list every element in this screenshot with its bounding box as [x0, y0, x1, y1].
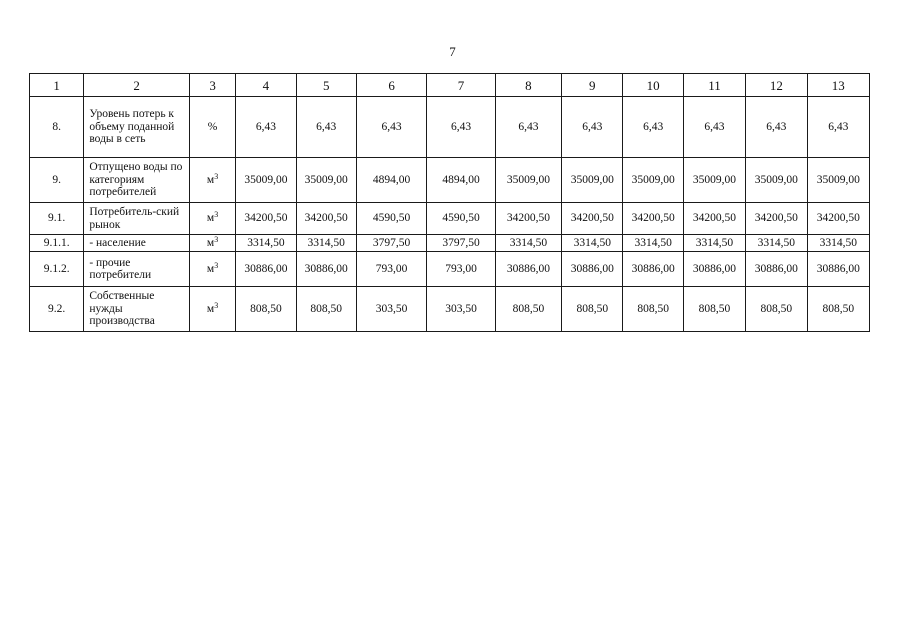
value-cell: 35009,00 — [236, 158, 296, 203]
row-number: 9.1.2. — [30, 252, 84, 287]
value-cell: 3314,50 — [562, 235, 623, 252]
value-cell: 30886,00 — [623, 252, 683, 287]
unit-exponent: 3 — [214, 260, 219, 270]
row-name: Собственные нужды производства — [84, 287, 190, 332]
unit-base: м — [206, 236, 215, 249]
row-number: 9.1. — [30, 203, 84, 235]
value-cell: 3314,50 — [683, 235, 745, 252]
column-number: 1 — [30, 74, 84, 97]
column-number: 11 — [683, 74, 745, 97]
value-cell: 30886,00 — [683, 252, 745, 287]
value-cell: 34200,50 — [562, 203, 623, 235]
unit-base: м — [206, 262, 215, 275]
value-cell: 808,50 — [495, 287, 561, 332]
unit-exponent: 3 — [214, 171, 219, 181]
row-number: 9.2. — [30, 287, 84, 332]
column-number: 13 — [807, 74, 869, 97]
column-number: 3 — [189, 74, 235, 97]
column-number: 12 — [746, 74, 807, 97]
table-row — [30, 235, 870, 252]
column-number: 2 — [84, 74, 190, 97]
value-cell: 6,43 — [623, 97, 683, 158]
value-cell: 4894,00 — [356, 158, 426, 203]
value-cell: 30886,00 — [562, 252, 623, 287]
column-number: 6 — [356, 74, 426, 97]
table-row — [30, 203, 870, 235]
value-cell: 6,43 — [296, 97, 356, 158]
column-number-row — [30, 74, 870, 97]
page-number: 7 — [449, 44, 456, 59]
table-row — [30, 158, 870, 203]
unit-base: % — [207, 120, 218, 133]
column-number: 8 — [495, 74, 561, 97]
unit-base: м — [206, 212, 215, 224]
column-number: 9 — [562, 74, 623, 97]
value-cell: 808,50 — [236, 287, 296, 332]
row-name: Уровень потерь к объему поданной воды в сеть — [84, 97, 190, 158]
value-cell: 6,43 — [746, 97, 807, 158]
row-unit — [189, 287, 235, 332]
value-cell: 3797,50 — [427, 235, 495, 252]
value-cell: 303,50 — [356, 287, 426, 332]
unit-exponent: 3 — [214, 234, 219, 244]
column-number: 5 — [296, 74, 356, 97]
value-cell: 808,50 — [683, 287, 745, 332]
value-cell: 30886,00 — [296, 252, 356, 287]
value-cell: 34200,50 — [807, 203, 869, 235]
column-number: 10 — [623, 74, 683, 97]
value-cell: 30886,00 — [236, 252, 296, 287]
value-cell: 6,43 — [683, 97, 745, 158]
value-cell: 6,43 — [562, 97, 623, 158]
value-cell: 793,00 — [427, 252, 495, 287]
value-cell: 6,43 — [807, 97, 869, 158]
value-cell: 808,50 — [296, 287, 356, 332]
value-cell: 3797,50 — [356, 235, 426, 252]
unit-exponent: 3 — [214, 210, 219, 219]
unit-base: м — [206, 302, 215, 315]
table-row — [30, 97, 870, 158]
value-cell: 35009,00 — [623, 158, 683, 203]
value-cell: 35009,00 — [495, 158, 561, 203]
value-cell: 4590,50 — [427, 203, 495, 235]
value-cell: 3314,50 — [495, 235, 561, 252]
value-cell: 303,50 — [427, 287, 495, 332]
value-cell: 35009,00 — [807, 158, 869, 203]
value-cell: 34200,50 — [236, 203, 296, 235]
table-row — [30, 287, 870, 332]
value-cell: 35009,00 — [296, 158, 356, 203]
value-cell: 34200,50 — [623, 203, 683, 235]
value-cell: 34200,50 — [495, 203, 561, 235]
value-cell: 808,50 — [746, 287, 807, 332]
value-cell: 35009,00 — [683, 158, 745, 203]
row-name: - прочие потребители — [84, 252, 190, 287]
row-name: - население — [84, 235, 190, 252]
value-cell: 6,43 — [427, 97, 495, 158]
value-cell: 30886,00 — [495, 252, 561, 287]
row-name: Потребитель-ский рынок — [84, 203, 190, 235]
value-cell: 3314,50 — [807, 235, 869, 252]
value-cell: 30886,00 — [807, 252, 869, 287]
value-cell: 6,43 — [495, 97, 561, 158]
unit-base: м — [206, 173, 215, 186]
value-cell: 793,00 — [356, 252, 426, 287]
unit-exponent: 3 — [214, 300, 219, 310]
data-table — [29, 73, 870, 332]
value-cell: 34200,50 — [746, 203, 807, 235]
value-cell: 3314,50 — [296, 235, 356, 252]
row-number: 9.1.1. — [30, 235, 84, 252]
value-cell: 3314,50 — [236, 235, 296, 252]
row-unit — [189, 235, 235, 252]
row-name: Отпущено воды по категориям потребителей — [84, 158, 190, 203]
value-cell: 6,43 — [356, 97, 426, 158]
row-number: 9. — [30, 158, 84, 203]
value-cell: 808,50 — [562, 287, 623, 332]
row-unit — [189, 97, 235, 158]
value-cell: 30886,00 — [746, 252, 807, 287]
column-number: 7 — [427, 74, 495, 97]
value-cell: 4590,50 — [356, 203, 426, 235]
column-number: 4 — [236, 74, 296, 97]
row-unit — [189, 203, 235, 235]
table-row — [30, 252, 870, 287]
value-cell: 4894,00 — [427, 158, 495, 203]
value-cell: 6,43 — [236, 97, 296, 158]
value-cell: 808,50 — [807, 287, 869, 332]
value-cell: 35009,00 — [562, 158, 623, 203]
row-unit — [189, 158, 235, 203]
value-cell: 34200,50 — [296, 203, 356, 235]
value-cell: 35009,00 — [746, 158, 807, 203]
row-unit — [189, 252, 235, 287]
value-cell: 3314,50 — [746, 235, 807, 252]
value-cell: 3314,50 — [623, 235, 683, 252]
value-cell: 34200,50 — [683, 203, 745, 235]
row-number: 8. — [30, 97, 84, 158]
value-cell: 808,50 — [623, 287, 683, 332]
